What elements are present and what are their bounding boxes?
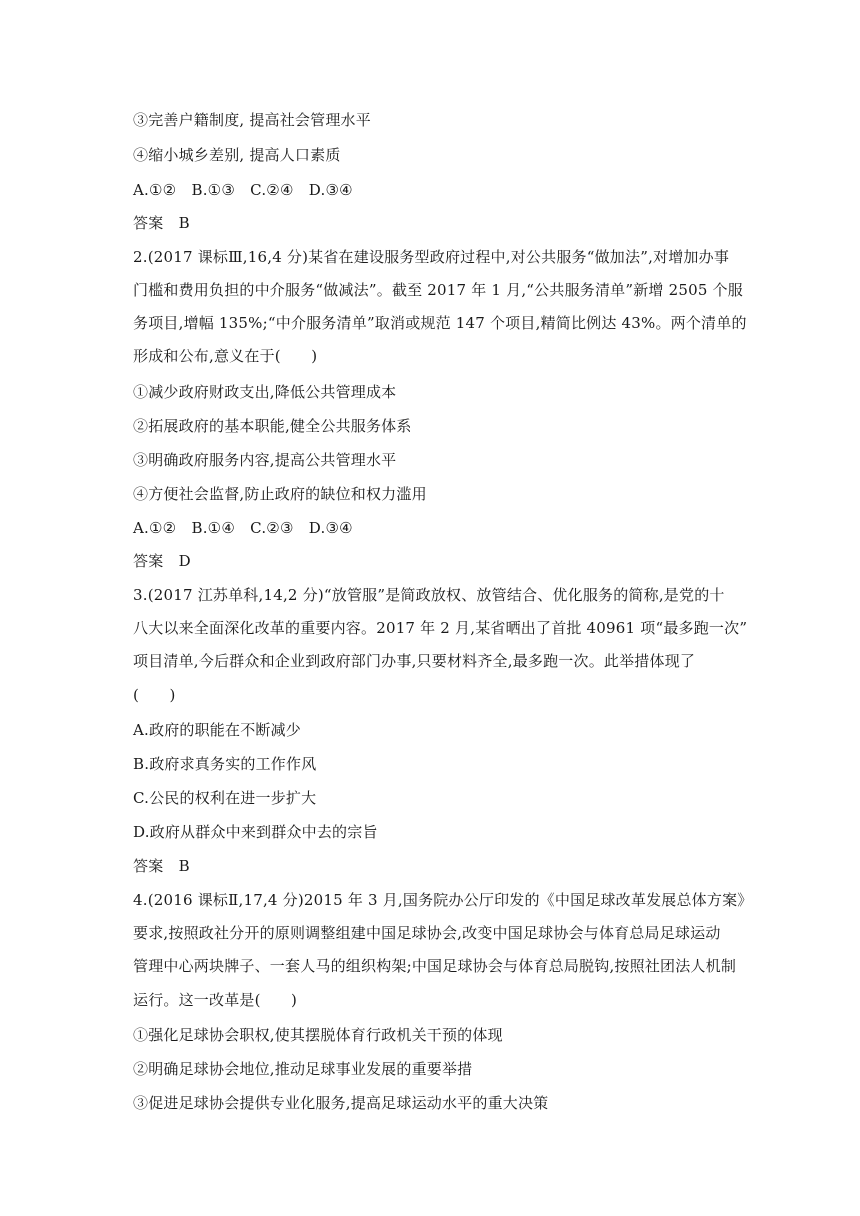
q3-option-d: D.政府从群众中来到群众中去的宗旨 <box>133 823 378 841</box>
q3-stem-line-4: ( ) <box>133 686 176 704</box>
q4-option-2: ②明确足球协会地位,推动足球事业发展的重要举措 <box>133 1060 473 1078</box>
q4-stem-line-3: 管理中心两块牌子、一套人马的组织构架;中国足球协会与体育总局脱钩,按照社团法人机制 <box>133 957 737 975</box>
q3-stem-line-3: 项目清单,今后群众和企业到政府部门办事,只要材料齐全,最多跑一次。此举措体现了 <box>133 652 696 670</box>
q2-option-4: ④方便社会监督,防止政府的缺位和权力滥用 <box>133 485 427 503</box>
q2-choices: A.①② B.①④ C.②③ D.③④ <box>133 519 353 537</box>
q2-stem-line-2: 门槛和费用负担的中介服务“做减法”。截至 2017 年 1 月,“公共服务清单”新增 2505 个服 <box>133 281 743 299</box>
q4-option-1: ①强化足球协会职权,使其摆脱体育行政机关干预的体现 <box>133 1026 503 1044</box>
q2-stem-line-1: 2.(2017 课标Ⅲ,16,4 分)某省在建设服务型政府过程中,对公共服务“做加法”,对增加办事 <box>133 248 730 266</box>
q2-answer: 答案 D <box>133 552 191 570</box>
q1-choices: A.①② B.①③ C.②④ D.③④ <box>133 181 353 199</box>
q1-option-4: ④缩小城乡差别, 提高人口素质 <box>133 146 341 164</box>
q3-option-a: A.政府的职能在不断减少 <box>133 721 302 739</box>
q3-option-b: B.政府求真务实的工作作风 <box>133 755 317 773</box>
q4-stem-line-4: 运行。这一改革是( ) <box>133 991 298 1009</box>
q3-stem-line-2: 八大以来全面深化改革的重要内容。2017 年 2 月,某省晒出了首批 40961 项“最多跑一次” <box>133 619 748 637</box>
q4-option-3: ③促进足球协会提供专业化服务,提高足球运动水平的重大决策 <box>133 1094 549 1112</box>
q4-stem-line-2: 要求,按照政社分开的原则调整组建中国足球协会,改变中国足球协会与体育总局足球运动 <box>133 924 721 942</box>
q3-option-c: C.公民的权利在进一步扩大 <box>133 789 317 807</box>
q3-answer: 答案 B <box>133 857 190 875</box>
q2-stem-line-3: 务项目,增幅 135%;“中介服务清单”取消或规范 147 个项目,精简比例达 43%。两个清单的 <box>133 314 747 332</box>
q2-option-1: ①减少政府财政支出,降低公共管理成本 <box>133 383 397 401</box>
q1-option-3: ③完善户籍制度, 提高社会管理水平 <box>133 111 371 129</box>
q4-stem-line-1: 4.(2016 课标Ⅱ,17,4 分)2015 年 3 月,国务院办公厅印发的《中国足球改革发展总体方案》 <box>133 891 753 909</box>
q1-answer: 答案 B <box>133 214 190 232</box>
q2-option-3: ③明确政府服务内容,提高公共管理水平 <box>133 451 397 469</box>
q2-stem-line-4: 形成和公布,意义在于( ) <box>133 347 318 365</box>
q2-option-2: ②拓展政府的基本职能,健全公共服务体系 <box>133 417 412 435</box>
q3-stem-line-1: 3.(2017 江苏单科,14,2 分)“放管服”是简政放权、放管结合、优化服务的简称,是党的十 <box>133 586 725 604</box>
